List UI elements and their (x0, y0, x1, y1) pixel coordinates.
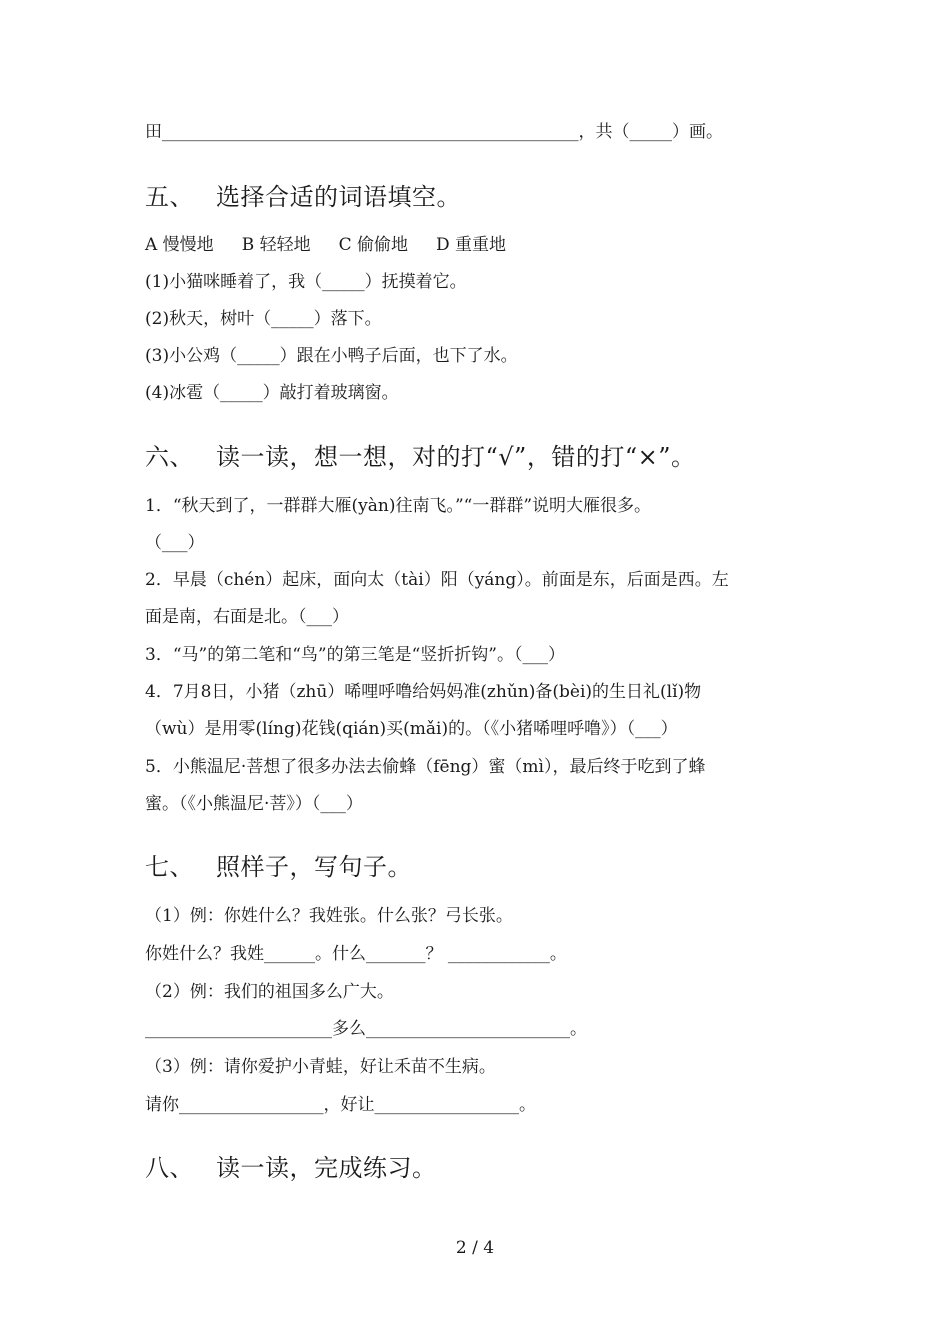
section-number: 七、 (145, 853, 194, 881)
stroke-count-text: ，共（_____）画。 (578, 122, 723, 142)
question-line: (1)小猫咪睡着了，我（_____）抚摸着它。 (145, 272, 467, 292)
example-line: （3）例：请你爱护小青蛙，好让禾苗不生病。 (145, 1057, 496, 1077)
word-options (145, 233, 534, 257)
section-8-heading (145, 1152, 437, 1184)
answer-blank: _________________________________________________ (162, 122, 579, 142)
page-number: 2 / 4 (455, 1238, 495, 1258)
question-line: （wù）是用零(líng)花钱(qián)买(mǎi)的。（《小猪唏哩呼噜》）（___） (145, 719, 678, 739)
section-number: 五、 (145, 183, 194, 211)
question-line: 2．早晨（chén）起床，面向太（tài）阳（yáng）。前面是东，后面是西。左 (145, 570, 729, 590)
question-line: (3)小公鸡（_____）跟在小鸭子后面，也下了水。 (145, 346, 518, 366)
option-c: C 偷偷地 (338, 235, 409, 255)
section-6-heading (145, 441, 695, 473)
question-line: (4)冰雹（_____）敲打着玻璃窗。 (145, 383, 399, 403)
example-line: （2）例：我们的祖国多么广大。 (145, 982, 394, 1002)
option-d: D 重重地 (436, 235, 507, 255)
section-title: 照样子，写句子。 (216, 853, 412, 881)
question-line: 1．“秋天到了，一群群大雁(yàn)往南飞。”“一群群”说明大雁很多。 (145, 496, 652, 516)
question-line: 蜜。（《小熊温尼·菩》）（___） (145, 794, 363, 814)
section-7-heading (145, 851, 412, 883)
section-5-heading (145, 181, 461, 213)
section-title: 读一读，完成练习。 (216, 1154, 437, 1182)
character: 田 (145, 122, 162, 142)
section-number: 六、 (145, 443, 194, 471)
option-b: B 轻轻地 (241, 235, 311, 255)
question-line: 5．小熊温尼·菩想了很多办法去偷蜂（fēng）蜜（mì），最后终于吃到了蜂 (145, 757, 706, 777)
section-title: 读一读，想一想，对的打“√”，错的打“×”。 (216, 443, 696, 471)
question-line: 面是南，右面是北。（___） (145, 607, 349, 627)
question-line: 4．7月8日，小猪（zhū）唏哩呼噜给妈妈准(zhǔn)备(bèi)的生日礼(lǐ)物 (145, 682, 702, 702)
fill-in-line: 你姓什么？我姓______。什么_______？ ____________。 (145, 944, 567, 964)
answer-brackets: （___） (145, 533, 205, 553)
section-number: 八、 (145, 1154, 194, 1182)
fill-in-line: 请你_________________，好让_________________。 (145, 1095, 536, 1115)
stroke-count-line (145, 120, 723, 144)
question-line: (2)秋天，树叶（_____）落下。 (145, 309, 382, 329)
option-a: A 慢慢地 (145, 235, 214, 255)
question-line: 3．“马”的第二笔和“鸟”的第三笔是“竖折折钩”。（___） (145, 645, 565, 665)
example-line: （1）例：你姓什么？我姓张。什么张？弓长张。 (145, 906, 513, 926)
section-title: 选择合适的词语填空。 (216, 183, 461, 211)
fill-in-line: ______________________多么________________________。 (145, 1019, 587, 1039)
